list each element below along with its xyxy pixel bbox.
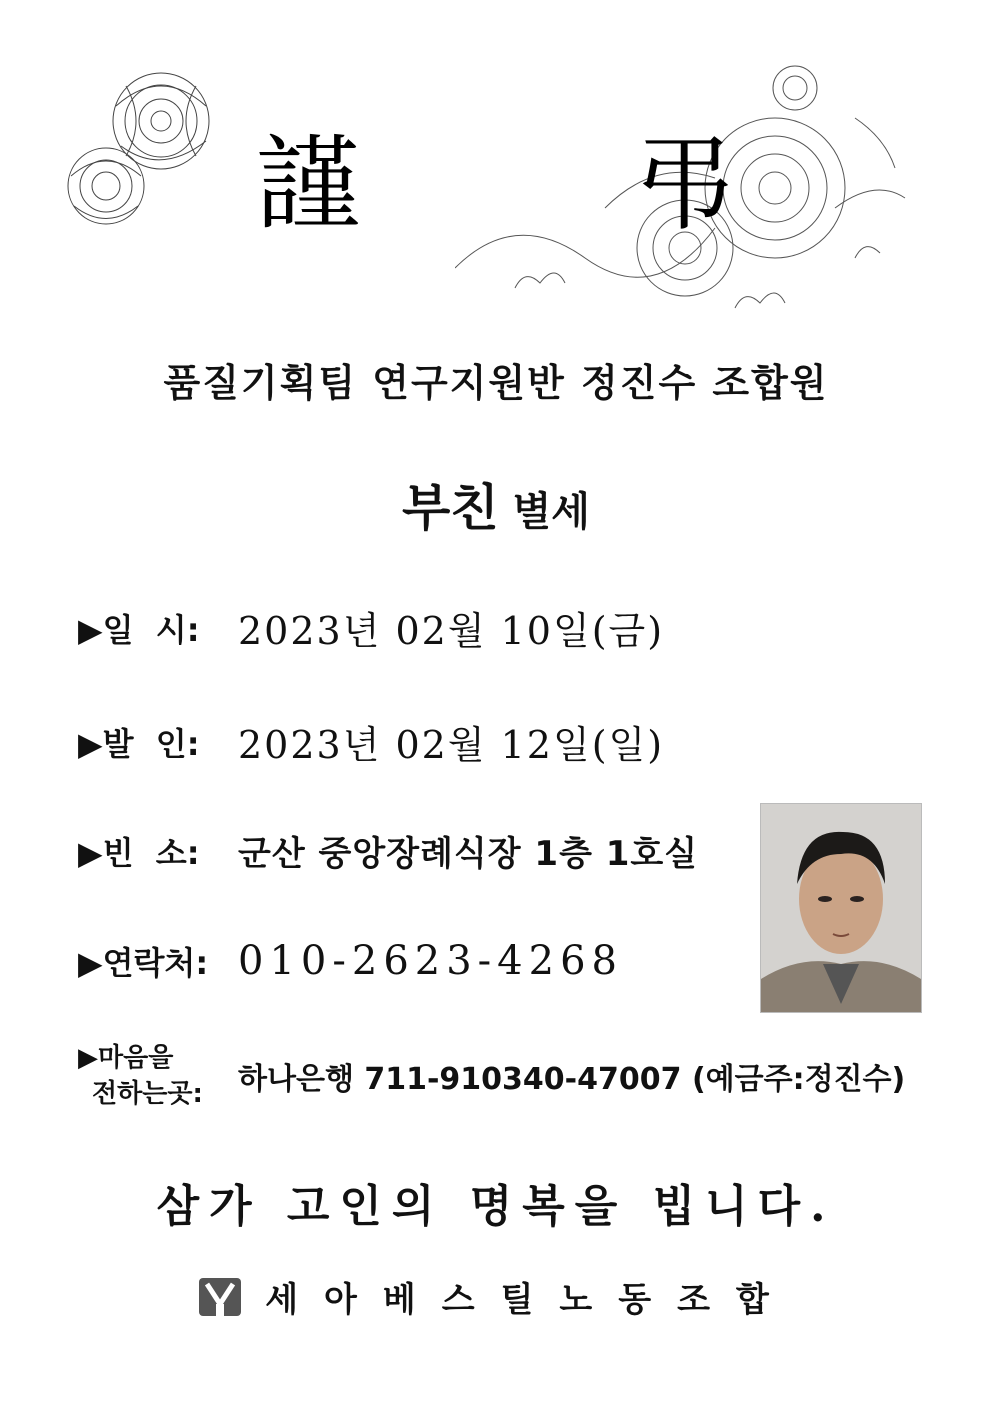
detail-value: 010-2623-4268 [238,938,623,984]
detail-row-funeral [78,714,664,769]
detail-label: ▶빈 소: [78,833,200,872]
subtitle: 품질기획팀 연구지원반 정진수 조합원 [163,360,829,405]
detail-row-date [78,600,664,655]
detail-row-venue [78,826,698,875]
detail-row-contact [78,938,623,984]
donation-label-line1: ▶마음을 [78,1043,174,1073]
portrait-photo [760,803,922,1013]
detail-value: 2023년 02월 10일(금) [238,609,665,653]
announcement-event: 별세 [512,488,590,535]
announcement [0,468,992,540]
donation-label-line2: 전하는곳: [92,1079,203,1109]
organization-name: 세아베스틸노동조합 [265,1280,795,1320]
detail-value: 군산 중앙장례식장 1층 1호실 [238,834,699,874]
union-logo-icon [197,1274,243,1320]
footer [0,1272,992,1321]
announcement-relation: 부친 [402,478,499,537]
page-title: 謹 弔 [255,123,857,245]
detail-value: 2023년 02월 12일(일) [238,723,665,767]
donation-row [78,1040,905,1112]
donation-label [78,1040,238,1112]
detail-label: ▶발 인: [78,724,200,763]
detail-label: ▶연락처: [78,944,209,982]
donation-account: 하나은행 711-910340-47007 (예금주:정진수) [238,1062,906,1097]
closing-message: 삼가 고인의 명복을 빕니다. [156,1181,836,1232]
detail-label: ▶일 시: [78,610,200,649]
